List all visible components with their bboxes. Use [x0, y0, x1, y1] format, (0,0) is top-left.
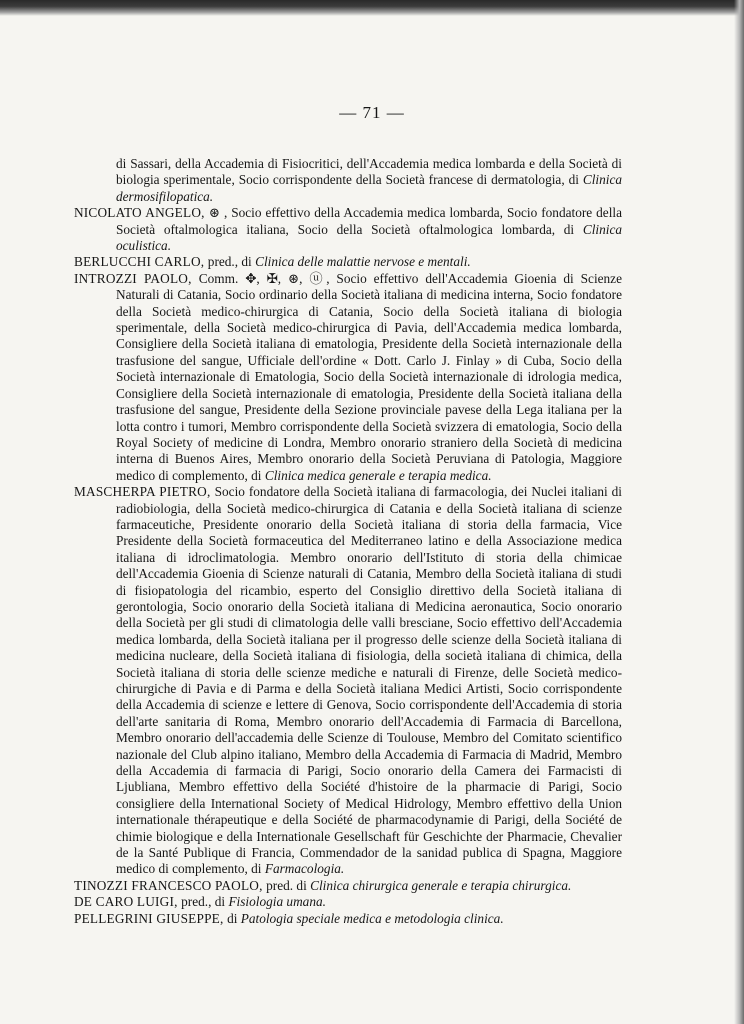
page-number: — 71 — — [339, 103, 405, 122]
entry-tinozzi-francesco-paolo — [74, 878, 622, 894]
scan-right-edge — [734, 0, 744, 1024]
entry-discipline: Fisiologia umana. — [228, 894, 326, 910]
faculty-list — [74, 156, 622, 927]
entry-name: DE CARO LUIGI, — [74, 894, 182, 910]
entry-nicolato-angelo — [74, 205, 622, 254]
entry-text: di Sassari, della Accademia di Fisiocritici, dell'Accademia medica lombarda e della Società di biologia sperimentale, Socio corrispondente della Società francese di dermatologia, di — [116, 156, 622, 188]
scan-top-edge — [0, 0, 744, 16]
entry-discipline: Clinica medica generale e terapia medica. — [264, 467, 492, 483]
entry-name: BERLUCCHI CARLO, — [74, 254, 208, 270]
entry-text: di — [227, 910, 241, 926]
entry-mascherpa-pietro — [74, 484, 622, 878]
entry-continuation — [74, 156, 622, 205]
entry-de-caro-luigi — [74, 894, 622, 910]
entry-name: PELLEGRINI GIUSEPPE, — [74, 910, 228, 926]
entry-text: Comm. ✥, ✠, ⊛, ⓤ, Socio effettivo dell'Accademia Gioenia di Scienze Naturali di Catania, Socio ordinario della Società italiana di medicina interna, Socio fondatore della Società medico-chirurgica di Catania, Socio della Società italiana di biologia sperimentale, della Società medico-chirurgica di Pavia, dell'Accademia medica lombarda, Consigliere della Società italiana di ematologia, Presidente della Società internazionale della trasfusione del sangue, Ufficiale dell'ordine « Dott. Carlo J. Finlay » di Cuba, Socio della Società internazionale di Ematologia, Socio della Società internazionale di idrologia medica, Consigliere della Società internazionale di ematologia, Presidente della Società italiana della trasfusione del sangue, Presidente della Sezione provinciale pavese della Lega italiana per la lotta contro i tumori, Membro corrispondente della Società svizzera di ematologia, Socio della Royal Society of medicine di Londra, Membro onorario straniero della Società di medicina interna di Buenos Aires, Membro onorario della Società Peruviana di Patologia, Maggiore medico di complemento, di — [116, 270, 622, 483]
entry-berlucchi-carlo — [74, 254, 622, 270]
entry-name: MASCHERPA PIETRO, — [74, 484, 215, 500]
entry-discipline: Farmacologia. — [264, 861, 345, 877]
entry-discipline: Clinica oculistica. — [116, 221, 622, 254]
entry-discipline: Clinica delle malattie nervose e mentali. — [255, 254, 471, 270]
entry-name: NICOLATO ANGELO, — [74, 205, 209, 221]
entry-discipline: Clinica dermosifilopatica. — [116, 172, 622, 204]
entry-introzzi-paolo — [74, 271, 622, 484]
entry-pellegrini-giuseppe — [74, 911, 622, 927]
entry-text: ⊛ , Socio effettivo della Accademia medica lombarda, Socio fondatore della Società oftalmologica italiana, Socio della Società oftalmologica lombarda, di — [116, 205, 622, 237]
entry-discipline: Patologia speciale medica e metodologia clinica. — [240, 910, 504, 926]
entry-name: INTROZZI PAOLO, — [74, 270, 199, 286]
entry-discipline: Clinica chirurgica generale e terapia chirurgica. — [310, 877, 572, 893]
entry-text: pred., di — [181, 894, 229, 910]
entry-text: Socio fondatore della Società italiana di farmacologia, dei Nuclei italiani di radiobiologia, della Società medico-chirurgica di Catania e della Società italiana di scienze farmaceutiche, Presidente onorario della Società italiana di storia della farmacia, Vice Presidente della Società formaceutica del Mediterraneo latino e della Associazione medica italiana di idroclimatologia. Membro onorario dell'Istituto di storia della chimicae dell'Accademia Gioenia di Scienze naturali di Catania, Membro della Società italiana di studi di fisiopatologia del ricambio, esperto del Consiglio direttivo della Società italiana di gerontologia, Socio onorario della Società italiana di Medicina aeronautica, Socio onorario della Società per gli studi di climatologia delle valli bresciane, Socio effettivo dell'Accademia medica lombarda, della Società italiana per il progresso delle scienze della Società italiana di medicina nucleare, della Società italiana di fisiologia, della società italiana di chimica, della Società italiana di storia delle scienze mediche e naturali di Firenze, delle Società medico-chirurgiche di Pavia e di Parma e della Società italiana Medici Artisti, Socio corrispondente della Accademia di scienze e lettere di Genova, Socio corrispondente dell'Accademia di storia dell'arte sanitaria di Roma, Membro onorario dell'Accademia di Farmacia di Barcellona, Membro onorario dell'accademia delle Scienze di Toulouse, Membro del Comitato scientifico nazionale del Club alpino italiano, Membro della Accademia di Farmacia di Madrid, Membro della Accademia di farmacia di Parigi, Socio onorario della Camera dei Farmacisti di Ljubliana, Membro effettivo della Société d'histoire de la pharmacie di Parigi, Socio consigliere della International Society of Medical Hidrology, Membro effettivo della Union internationale thérapeutique e della Société de pharmacodynamie di Parigi, della Société de chimie biologique e della Internationale Gesellschaft für Geschichte der Pharmacie, Chevalier de la Santé Publique di Francia, Commendador de la sanidad publica di Spagna, Maggiore medico di complemento, di — [116, 484, 622, 877]
entry-text: pred., di — [207, 254, 256, 270]
entry-text: pred. di — [266, 877, 311, 893]
entry-name: TINOZZI FRANCESCO PAOLO, — [74, 877, 267, 893]
